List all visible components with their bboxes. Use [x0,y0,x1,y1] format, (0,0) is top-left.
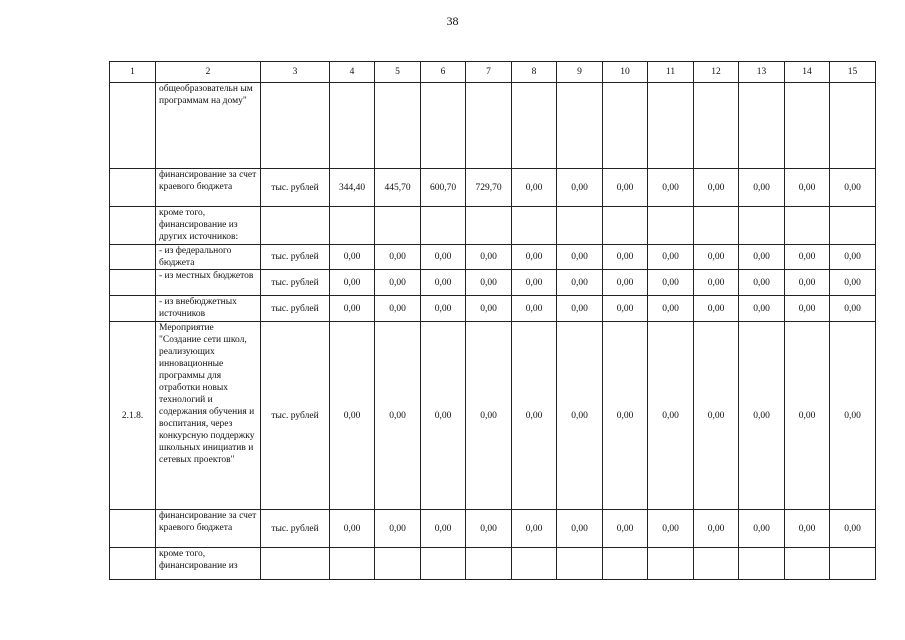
row-value [830,207,876,245]
row-value: 0,00 [330,245,375,270]
row-value: 0,00 [739,510,785,548]
row-value [330,548,375,580]
row-value: 0,00 [466,270,512,296]
row-value: 0,00 [557,510,603,548]
row-value [330,207,375,245]
row-value: 0,00 [648,296,694,322]
row-name: кроме того, финансирование из [156,548,261,580]
row-value: 0,00 [375,322,421,510]
row-value: 0,00 [421,510,466,548]
column-header-14: 14 [785,62,830,83]
row-value: 0,00 [603,510,648,548]
row-value [512,207,557,245]
row-value [739,207,785,245]
row-value [330,83,375,169]
row-unit: тыс. рублей [261,169,330,207]
row-value: 0,00 [330,322,375,510]
table-row [110,510,876,548]
row-value: 445,70 [375,169,421,207]
row-value: 0,00 [375,510,421,548]
row-value: 0,00 [694,270,739,296]
row-value: 0,00 [785,322,830,510]
row-value: 0,00 [739,270,785,296]
row-value: 0,00 [603,245,648,270]
row-value [648,548,694,580]
table-row [110,245,876,270]
row-unit: тыс. рублей [261,245,330,270]
column-header-2: 2 [156,62,261,83]
row-code [110,270,156,296]
row-value [739,83,785,169]
row-value [375,83,421,169]
row-value [785,548,830,580]
row-code [110,207,156,245]
row-value: 0,00 [694,169,739,207]
column-header-row [110,62,876,83]
row-value: 0,00 [830,169,876,207]
row-value: 0,00 [830,322,876,510]
row-value [421,83,466,169]
row-value: 0,00 [421,245,466,270]
row-value: 600,70 [421,169,466,207]
row-value [694,83,739,169]
row-value: 0,00 [466,245,512,270]
row-value: 0,00 [785,169,830,207]
row-value: 0,00 [739,245,785,270]
row-value [603,83,648,169]
row-value [375,548,421,580]
row-code [110,245,156,270]
row-value: 0,00 [375,270,421,296]
row-unit [261,207,330,245]
row-value: 0,00 [648,169,694,207]
row-name: - из внебюджетных источников [156,296,261,322]
row-value: 0,00 [694,510,739,548]
column-header-9: 9 [557,62,603,83]
row-value: 0,00 [603,322,648,510]
row-value [785,207,830,245]
row-unit [261,83,330,169]
row-value: 0,00 [421,322,466,510]
row-value [421,548,466,580]
column-header-13: 13 [739,62,785,83]
row-value [648,83,694,169]
row-value: 0,00 [785,296,830,322]
table-row [110,296,876,322]
row-value [830,83,876,169]
row-value: 0,00 [694,245,739,270]
column-header-10: 10 [603,62,648,83]
table-row [110,83,876,169]
row-value: 0,00 [466,322,512,510]
row-value: 0,00 [421,270,466,296]
row-value: 0,00 [785,510,830,548]
column-header-1: 1 [110,62,156,83]
row-value [603,548,648,580]
row-code: 2.1.8. [110,322,156,510]
row-name: финансирование за счет краевого бюджета [156,169,261,207]
column-header-12: 12 [694,62,739,83]
row-value: 0,00 [830,296,876,322]
row-value: 0,00 [466,296,512,322]
row-unit: тыс. рублей [261,270,330,296]
row-value: 0,00 [512,510,557,548]
row-value: 0,00 [603,270,648,296]
row-name: - из федерального бюджета [156,245,261,270]
row-value: 0,00 [375,245,421,270]
row-unit [261,548,330,580]
row-value [375,207,421,245]
row-value [830,548,876,580]
row-name: общеобразовательн ым программам на дому" [156,83,261,169]
row-value: 0,00 [557,296,603,322]
row-value: 0,00 [330,270,375,296]
row-name: Мероприятие "Создание сети школ, реализующих инновационные программы для отработки новых технологий и содержания обучения и воспитания, через конкурсную поддержку школьных инициатив и сетевых проектов" [156,322,261,510]
row-value: 0,00 [648,245,694,270]
row-value: 0,00 [648,322,694,510]
row-value: 0,00 [830,510,876,548]
row-value: 0,00 [512,296,557,322]
row-code [110,548,156,580]
row-value [694,207,739,245]
table-row [110,207,876,245]
row-value [466,207,512,245]
row-name: кроме того, финансирование из других источников: [156,207,261,245]
row-value: 0,00 [830,245,876,270]
row-value: 0,00 [330,510,375,548]
column-header-8: 8 [512,62,557,83]
column-header-4: 4 [330,62,375,83]
table-row [110,169,876,207]
row-value: 0,00 [512,245,557,270]
row-value [694,548,739,580]
row-value: 0,00 [512,169,557,207]
row-value: 0,00 [330,296,375,322]
row-value: 0,00 [739,296,785,322]
row-value: 0,00 [739,169,785,207]
row-value [557,83,603,169]
row-code [110,83,156,169]
row-value: 0,00 [785,245,830,270]
page-number: 38 [446,14,459,28]
row-value: 0,00 [648,270,694,296]
row-value: 344,40 [330,169,375,207]
row-unit: тыс. рублей [261,296,330,322]
row-value: 0,00 [557,169,603,207]
table-row [110,270,876,296]
row-value: 729,70 [466,169,512,207]
row-value [785,83,830,169]
row-code [110,296,156,322]
row-value: 0,00 [375,296,421,322]
row-value: 0,00 [785,270,830,296]
row-value [739,548,785,580]
row-value: 0,00 [603,169,648,207]
row-code [110,510,156,548]
row-value [466,83,512,169]
row-value [512,548,557,580]
row-name: финансирование за счет краевого бюджета [156,510,261,548]
row-value: 0,00 [557,270,603,296]
row-value: 0,00 [512,322,557,510]
row-value [466,548,512,580]
budget-table [109,61,876,580]
row-value [421,207,466,245]
row-value: 0,00 [557,322,603,510]
row-value [512,83,557,169]
row-value: 0,00 [466,510,512,548]
row-value: 0,00 [603,296,648,322]
row-value: 0,00 [739,322,785,510]
column-header-11: 11 [648,62,694,83]
row-code [110,169,156,207]
row-value [557,548,603,580]
column-header-3: 3 [261,62,330,83]
table-row [110,548,876,580]
row-value: 0,00 [512,270,557,296]
row-value [603,207,648,245]
table-row [110,322,876,510]
column-header-15: 15 [830,62,876,83]
row-value: 0,00 [557,245,603,270]
row-unit: тыс. рублей [261,510,330,548]
column-header-5: 5 [375,62,421,83]
column-header-7: 7 [466,62,512,83]
row-value: 0,00 [421,296,466,322]
row-value: 0,00 [648,510,694,548]
row-value: 0,00 [694,296,739,322]
column-header-6: 6 [421,62,466,83]
row-name: - из местных бюджетов [156,270,261,296]
row-value [648,207,694,245]
row-value: 0,00 [830,270,876,296]
row-unit: тыс. рублей [261,322,330,510]
row-value [557,207,603,245]
row-value: 0,00 [694,322,739,510]
